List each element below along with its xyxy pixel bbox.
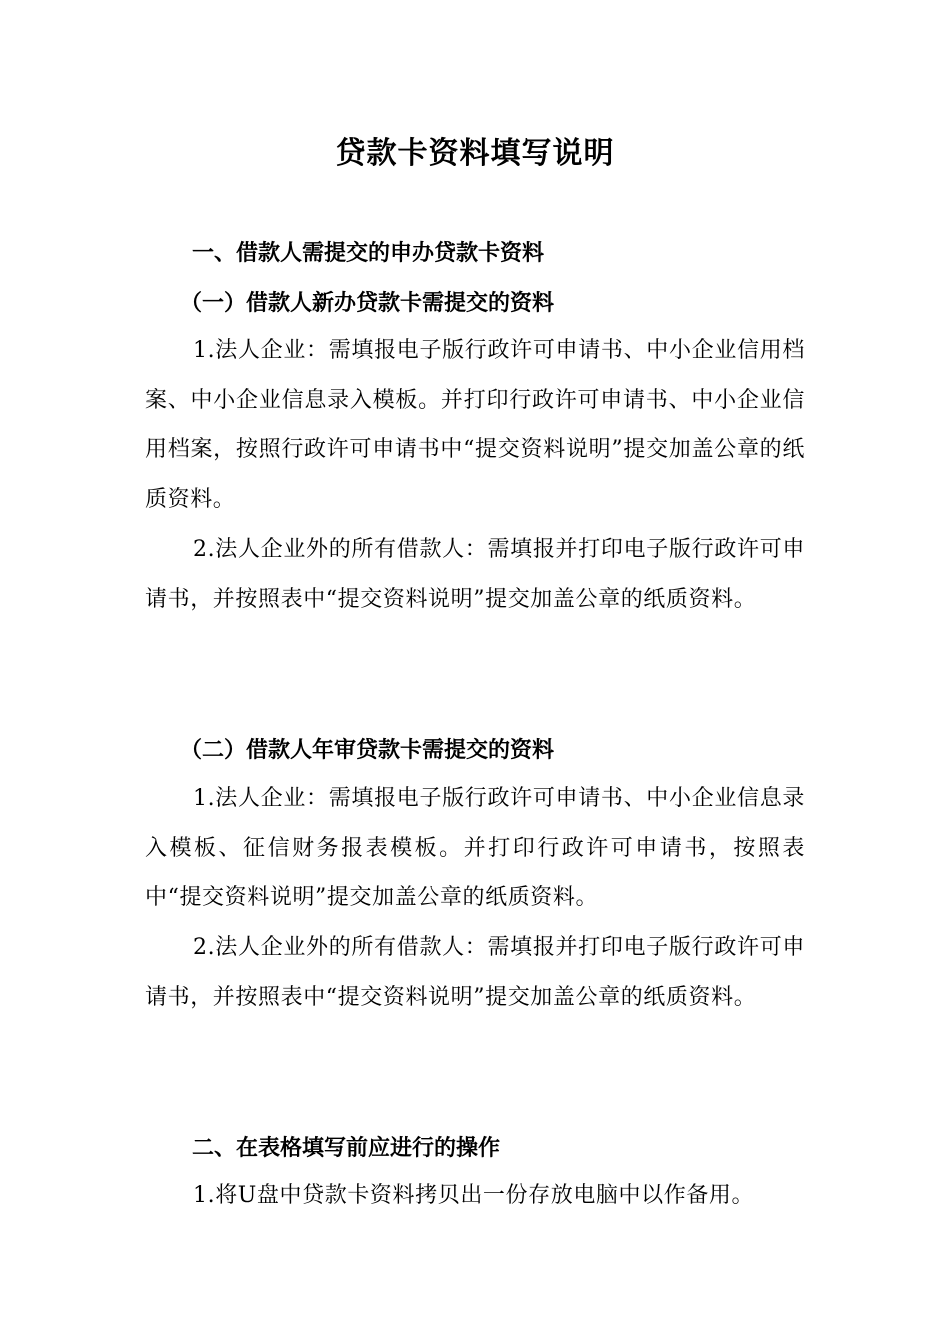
subsection-2-item-1: 1.法人企业：需填报电子版行政许可申请书、中小企业信息录入模板、征信财务报表模板。并打印行政许可申请书，按照表中“提交资料说明”提交加盖公章的纸质资料。 [145, 786, 805, 910]
document-title: 贷款卡资料填写说明 [335, 136, 615, 171]
section-1-heading: 一、借款人需提交的申办贷款卡资料 [192, 241, 545, 266]
subsection-1-item-2: 2.法人企业外的所有借款人：需填报并打印电子版行政许可申请书，并按照表中“提交资料说明”提交加盖公章的纸质资料。 [145, 537, 805, 612]
subsection-2-item-2: 2.法人企业外的所有借款人：需填报并打印电子版行政许可申请书，并按照表中“提交资料说明”提交加盖公章的纸质资料。 [145, 935, 805, 1010]
subsection-1-heading: （一）借款人新办贷款卡需提交的资料 [180, 291, 555, 316]
subsection-2-heading: （二）借款人年审贷款卡需提交的资料 [180, 738, 555, 763]
subsection-1-item-1: 1.法人企业：需填报电子版行政许可申请书、中小企业信用档案、中小企业信息录入模板。并打印行政许可申请书、中小企业信用档案，按照行政许可申请书中“提交资料说明”提交加盖公章的纸质资料。 [145, 338, 805, 512]
section-2-item-1: 1.将U盘中贷款卡资料拷贝出一份存放电脑中以作备用。 [193, 1183, 755, 1208]
section-2-heading: 二、在表格填写前应进行的操作 [192, 1136, 501, 1161]
